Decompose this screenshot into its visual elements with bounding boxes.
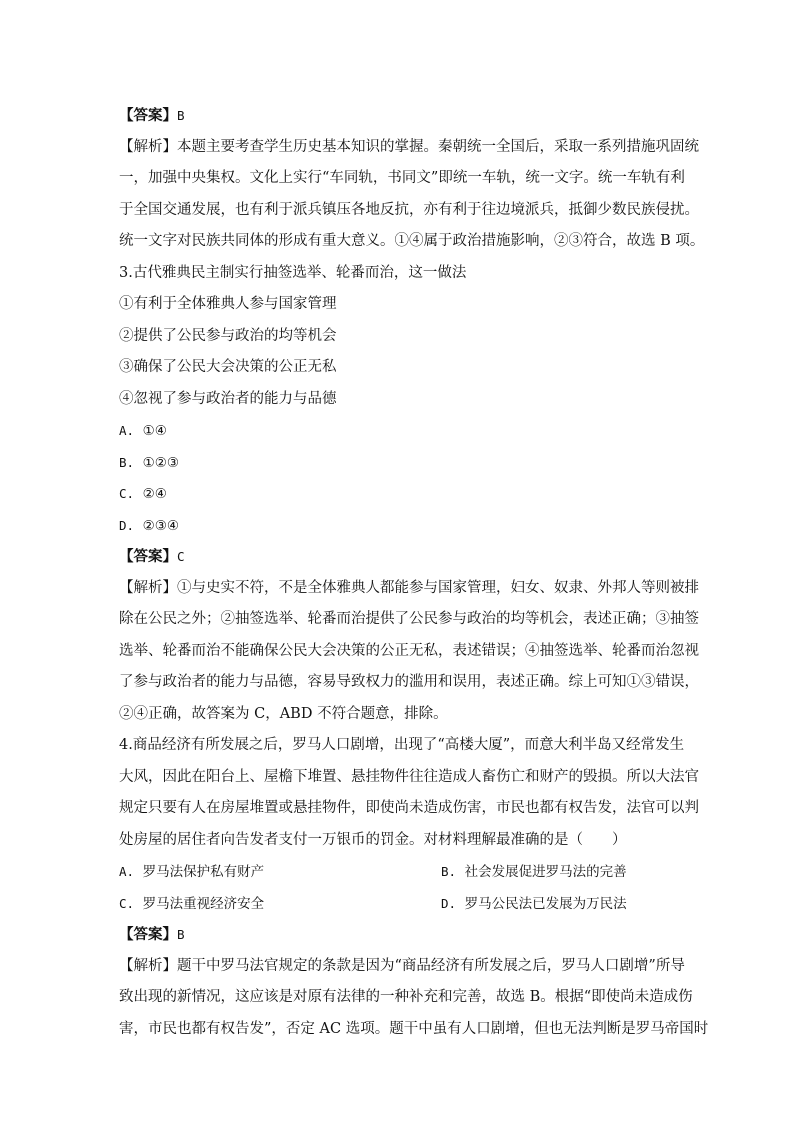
option-text: 罗马公民法已发展为万民法 (464, 895, 627, 912)
option-text: ①②③ (142, 454, 179, 471)
question-3-option-a (119, 415, 679, 447)
answer-tag: 【答案】 (119, 926, 177, 943)
answer-value: B (177, 927, 185, 942)
question-4-stem-line-4: 处房屋的居住者向告发者支付一万银币的罚金。对材料理解最准确的是（ ） (119, 831, 627, 848)
question-4-options-row-2 (119, 888, 679, 920)
option-text: ①④ (142, 423, 167, 439)
analysis-q2-line-1: 【解析】本题主要考查学生历史基本知识的掌握。秦朝统一全国后，采取一系列措施巩固统 (119, 138, 699, 155)
question-3-option-b (119, 447, 679, 479)
analysis-q3-line-3: 选举、轮番而治不能确保公民大会决策的公正无私，表述错误；④抽签选举、轮番而治忽视 (119, 642, 699, 659)
option-label: C. (119, 895, 135, 911)
answer-value: C (177, 549, 185, 564)
option-text: ②④ (142, 486, 167, 502)
question-4-stem-line-3: 规定只要有人在房屋堆置或悬挂物件，即使尚未造成伤害，市民也都有权告发，法官可以判 (119, 800, 699, 816)
answer-value: B (177, 108, 185, 123)
analysis-q3-line-5: ②④正确，故答案为 C，ABD 不符合题意，排除。 (119, 705, 448, 722)
analysis-q3-line-4: 了参与政治者的能力与品德，容易导致权力的滥用和误用，表述正确。综上可知①③错误， (119, 674, 699, 690)
option-text: ②③④ (142, 517, 179, 534)
question-4-option-c (119, 888, 264, 921)
document-body (119, 100, 709, 1045)
option-label: A. (119, 423, 135, 438)
question-4-stem-line-2: 大风，因此在阳台上、屋檐下堆置、悬挂物件往往造成人畜伤亡和财产的毁损。所以大法官 (119, 768, 699, 785)
answer-tag: 【答案】 (119, 548, 177, 565)
option-label: C. (119, 486, 135, 501)
analysis-q4-line-3: 害，市民也都有权告发”，否定 AC 选项。题干中虽有人口剧增，但也无法判断是罗马帝国时 (119, 1020, 709, 1037)
answer-q2 (119, 100, 679, 132)
question-4-option-a (119, 856, 264, 889)
question-3-stem: 3.古代雅典民主制实行抽签选举、轮番而治，这一做法 (119, 264, 467, 281)
question-4-option-d (441, 888, 627, 921)
option-label: D. (119, 517, 135, 533)
question-3-statement-2: ②提供了公民参与政治的均等机会 (119, 327, 337, 344)
option-text: 罗马法重视经济安全 (142, 895, 265, 912)
analysis-q4-line-1: 【解析】题干中罗马法官规定的条款是因为“商品经济有所发展之后，罗马人口剧增”所导 (119, 957, 685, 974)
analysis-q3-line-2: 除在公民之外；②抽签选举、轮番而治提供了公民参与政治的均等机会，表述正确；③抽签 (119, 611, 699, 627)
option-label: D. (441, 895, 457, 911)
question-4-option-b (441, 856, 627, 889)
question-3-option-d (119, 510, 679, 542)
question-4-stem-line-1: 4.商品经济有所发展之后，罗马人口剧增，出现了“高楼大厦”，而意大利半岛又经常发生 (119, 737, 685, 753)
option-label: A. (119, 864, 135, 879)
option-label: B. (119, 454, 135, 470)
answer-q4 (119, 919, 679, 951)
answer-q3 (119, 541, 679, 573)
question-4-options-row-1 (119, 856, 679, 888)
question-3-option-c (119, 478, 679, 510)
question-3-statement-4: ④忽视了参与政治者的能力与品德 (119, 390, 337, 407)
option-label: B. (441, 864, 457, 879)
analysis-q2-line-2: 一，加强中央集权。文化上实行“车同轨，书同文”即统一车轨，统一文字。统一车轨有利 (119, 170, 685, 186)
analysis-q2-line-3: 于全国交通发展，也有利于派兵镇压各地反抗，亦有利于往边境派兵，抵御少数民族侵扰。 (119, 201, 699, 218)
answer-tag: 【答案】 (119, 107, 177, 124)
analysis-q4-line-2: 致出现的新情况，这应该是对原有法律的一种补充和完善，故选 B。根据“即使尚未造成伤 (119, 989, 693, 1005)
analysis-q2-line-4: 统一文字对民族共同体的形成有重大意义。①④属于政治措施影响，②③符合，故选 B 项。 (119, 233, 705, 249)
option-text: 社会发展促进罗马法的完善 (464, 864, 627, 880)
question-3-statement-1: ①有利于全体雅典人参与国家管理 (119, 296, 337, 312)
analysis-q3-line-1: 【解析】①与史实不符，不是全体雅典人都能参与国家管理，妇女、奴隶、外邦人等则被排 (119, 579, 699, 596)
question-3-statement-3: ③确保了公民大会决策的公正无私 (119, 359, 337, 375)
option-text: 罗马法保护私有财产 (142, 864, 265, 880)
